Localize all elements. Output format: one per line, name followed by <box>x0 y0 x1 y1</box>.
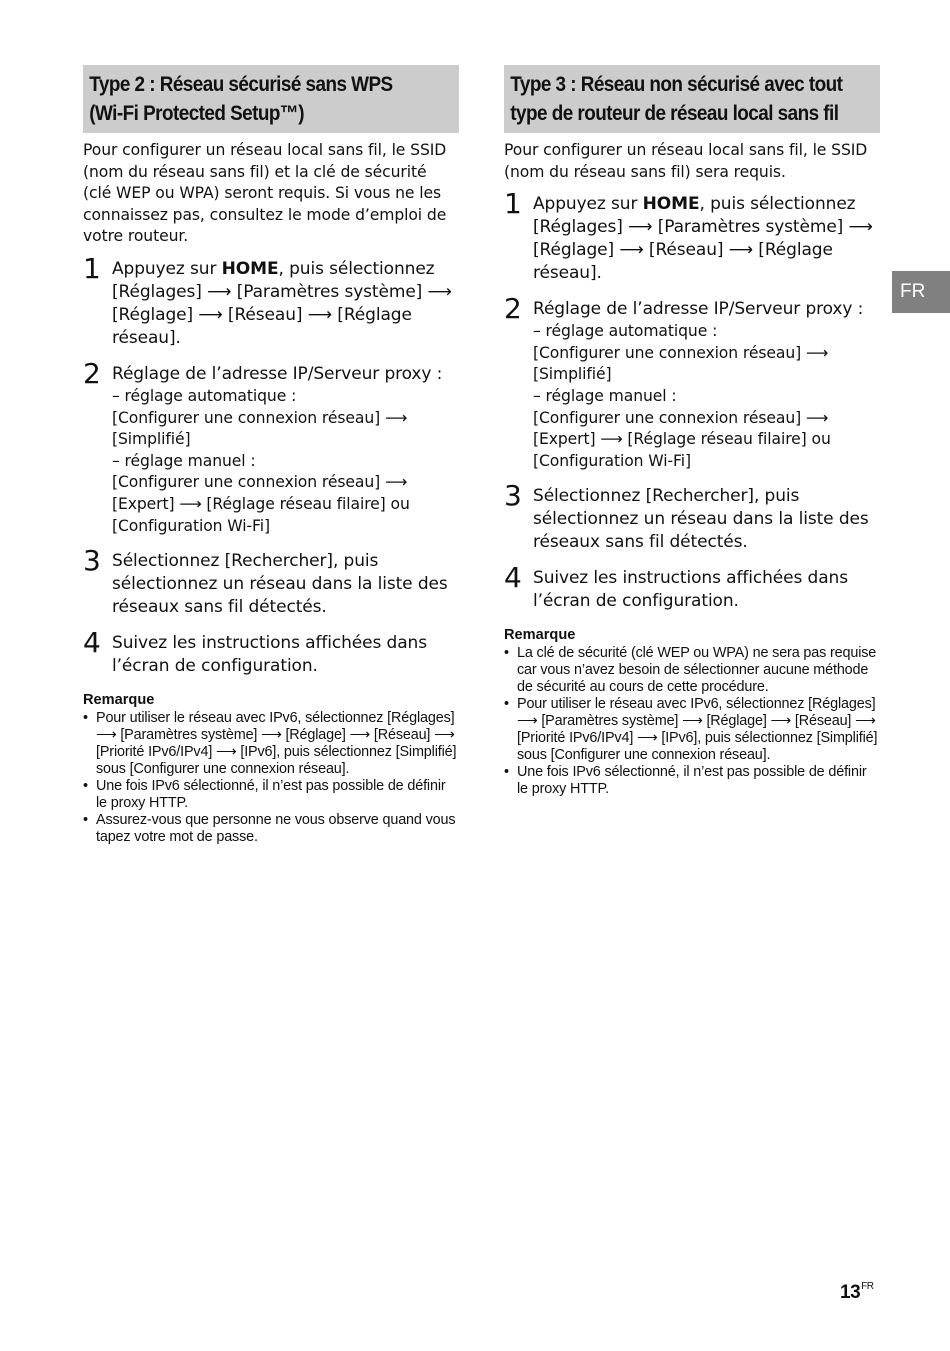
section-title-line-1: Type 3 : Réseau non sécurisé avec tout <box>510 73 843 96</box>
note-list <box>83 710 459 846</box>
note-list <box>504 645 880 798</box>
bullet: • <box>83 812 88 829</box>
section-title-line-1: Type 2 : Réseau sécurisé sans WPS <box>89 73 393 96</box>
section-title-box <box>504 65 880 133</box>
bullet: • <box>83 710 88 727</box>
note-text: Pour utiliser le réseau avec IPv6, sélectionnez [Réglages] ⟶ [Paramètres système] ⟶ [Réglage] ⟶ [Réseau] ⟶ [Priorité IPv6/IPv4] ⟶ [IPv6], puis sélectionnez [Simplifié] sous [Configurer une connexion réseau]. <box>517 696 878 764</box>
step-number: 2 <box>504 292 522 326</box>
step-text-part: , puis sélectionnez [Réglages] ⟶ [Paramètres système] ⟶ [Réglage] ⟶ [Réseau] ⟶ [Réglage réseau]. <box>112 258 452 348</box>
step-4 <box>83 626 459 678</box>
detail-line: [Expert] ⟶ [Réglage réseau filaire] ou <box>533 430 831 449</box>
bullet: • <box>504 696 509 713</box>
detail-line: – réglage manuel : <box>112 451 256 470</box>
section-type-3 <box>504 65 880 798</box>
detail-line: – réglage automatique : <box>533 322 718 341</box>
home-key-label: HOME <box>642 194 700 215</box>
language-tab: FR <box>892 271 950 313</box>
detail-line: [Configurer une connexion réseau] ⟶ <box>533 343 829 362</box>
step-details <box>533 321 880 472</box>
note-heading: Remarque <box>83 692 155 709</box>
note-item <box>83 812 459 846</box>
detail-line: [Expert] ⟶ [Réglage réseau filaire] ou <box>112 494 410 513</box>
step-text: Sélectionnez [Rechercher], puis sélectionnez un réseau dans la liste des réseaux sans fil détectés. <box>533 486 869 553</box>
note-text: Une fois IPv6 sélectionné, il n’est pas possible de définir le proxy HTTP. <box>96 778 446 812</box>
step-text: Suivez les instructions affichées dans l’écran de configuration. <box>533 568 848 612</box>
step-details <box>112 386 459 537</box>
step-text-part: , puis sélectionnez [Réglages] ⟶ [Paramètres système] ⟶ [Réglage] ⟶ [Réseau] ⟶ [Réglage réseau]. <box>533 194 873 284</box>
step-number: 2 <box>83 356 101 390</box>
note-text: Pour utiliser le réseau avec IPv6, sélectionnez [Réglages] ⟶ [Paramètres système] ⟶ [Réglage] ⟶ [Réseau] ⟶ [Priorité IPv6/IPv4] ⟶ [IPv6], puis sélectionnez [Simplifié] sous [Configurer une connexion réseau]. <box>96 710 457 778</box>
detail-line: [Configurer une connexion réseau] ⟶ <box>112 473 408 492</box>
step-number: 3 <box>83 544 101 578</box>
detail-line: – réglage automatique : <box>112 386 297 405</box>
note-item <box>504 696 880 764</box>
page-number-value: 13 <box>840 1282 861 1303</box>
detail-line: [Configuration Wi-Fi] <box>112 516 270 535</box>
section-title <box>504 65 880 133</box>
step-number: 4 <box>83 626 101 660</box>
section-type-2 <box>83 65 459 846</box>
bullet: • <box>83 778 88 795</box>
step-text: Sélectionnez [Rechercher], puis sélectionnez un réseau dans la liste des réseaux sans fil détectés. <box>112 551 448 618</box>
note-item <box>83 778 459 812</box>
bullet: • <box>504 764 509 781</box>
detail-line: – réglage manuel : <box>533 386 677 405</box>
note-text: Assurez-vous que personne ne vous observe quand vous tapez votre mot de passe. <box>96 812 456 846</box>
step-2 <box>83 356 459 537</box>
step-text: Réglage de l’adresse IP/Serveur proxy : <box>533 299 864 320</box>
section-title-line-2: (Wi-Fi Protected Setup™) <box>89 102 305 125</box>
note-item <box>504 645 880 696</box>
detail-line: [Configurer une connexion réseau] ⟶ <box>533 408 829 427</box>
bullet: • <box>504 645 509 662</box>
step-text <box>533 193 880 285</box>
step-2 <box>504 292 880 472</box>
step-text-part: Appuyez sur <box>112 258 222 279</box>
section-title-line-2: type de routeur de réseau local sans fil <box>510 102 839 125</box>
step-text <box>112 258 459 350</box>
step-list <box>83 251 459 678</box>
step-number: 1 <box>504 187 522 221</box>
step-3 <box>83 544 459 619</box>
step-3 <box>504 479 880 554</box>
step-text: Suivez les instructions affichées dans l’écran de configuration. <box>112 633 427 677</box>
note-item <box>504 764 880 798</box>
step-text: Réglage de l’adresse IP/Serveur proxy : <box>112 363 443 384</box>
intro-paragraph: Pour configurer un réseau local sans fil, le SSID (nom du réseau sans fil) sera requis. <box>504 141 868 181</box>
note-item <box>83 710 459 778</box>
step-list <box>504 187 880 613</box>
note-text: La clé de sécurité (clé WEP ou WPA) ne sera pas requise car vous n’avez besoin de sélectionner aucune méthode de sécurité au cours de cette procédure. <box>517 645 877 696</box>
step-number: 4 <box>504 561 522 595</box>
section-title-box <box>83 65 459 133</box>
note-text: Une fois IPv6 sélectionné, il n’est pas possible de définir le proxy HTTP. <box>517 764 867 798</box>
step-number: 3 <box>504 479 522 513</box>
step-1 <box>504 187 880 285</box>
step-text-part: Appuyez sur <box>533 194 643 215</box>
detail-line: [Configurer une connexion réseau] ⟶ <box>112 408 408 427</box>
home-key-label: HOME <box>221 258 279 279</box>
intro-paragraph: Pour configurer un réseau local sans fil, le SSID (nom du réseau sans fil) et la clé de sécurité (clé WEP ou WPA) seront requis. Si vous ne les connaissez pas, consultez le mode d’emploi de votre routeur. <box>83 141 447 246</box>
page-number-suffix: FR <box>861 1281 874 1292</box>
detail-line: [Simplifié] <box>112 430 191 449</box>
detail-line: [Simplifié] <box>533 365 612 384</box>
section-title <box>83 65 459 133</box>
detail-line: [Configuration Wi-Fi] <box>533 451 691 470</box>
step-4 <box>504 561 880 613</box>
page-number <box>840 1281 880 1304</box>
note-heading: Remarque <box>504 627 576 644</box>
step-number: 1 <box>83 251 101 285</box>
step-1 <box>83 251 459 350</box>
